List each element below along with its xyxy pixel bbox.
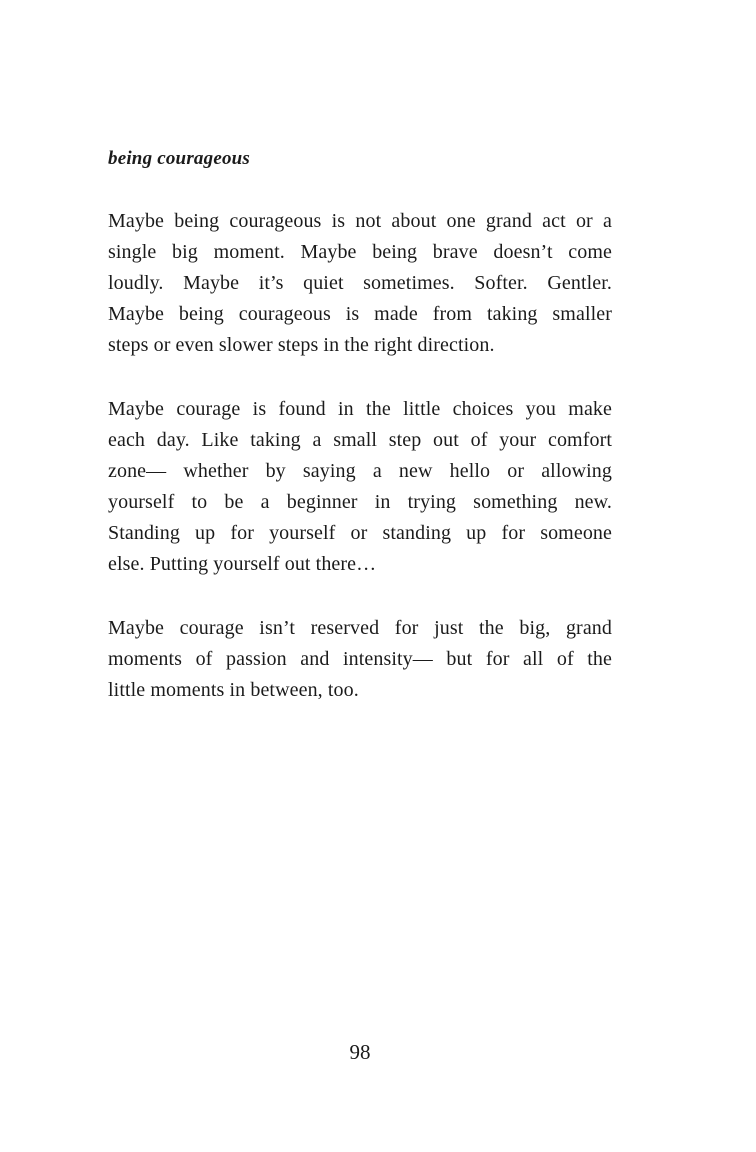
chapter-title: being courageous — [108, 148, 251, 169]
page-content — [108, 148, 612, 739]
text-line: loudly. Maybe it’s quiet sometimes. Softer. Gentler. — [108, 272, 612, 294]
text-line: each day. Like taking a small step out of your comfort — [108, 429, 612, 451]
text-line: yourself to be a beginner in trying something new. — [108, 491, 612, 513]
text-line: Maybe courage isn’t reserved for just the big, grand — [108, 617, 612, 639]
paragraph — [108, 613, 612, 706]
paragraph — [108, 206, 612, 361]
text-line: Maybe being courageous is not about one grand act or a — [108, 210, 612, 232]
text-line: zone— whether by saying a new hello or allowing — [108, 460, 612, 482]
text-line: Maybe being courageous is made from taking smaller — [108, 303, 612, 325]
text-line: else. Putting yourself out there… — [108, 553, 377, 575]
text-line: little moments in between, too. — [108, 679, 359, 701]
text-line: moments of passion and intensity— but for all of the — [108, 648, 612, 670]
paragraph — [108, 394, 612, 580]
text-line: single big moment. Maybe being brave doesn’t come — [108, 241, 612, 263]
text-line: Maybe courage is found in the little choices you make — [108, 398, 612, 420]
page-number: 98 — [349, 1040, 371, 1064]
text-line: steps or even slower steps in the right direction. — [108, 334, 495, 356]
text-line: Standing up for yourself or standing up for someone — [108, 522, 612, 544]
